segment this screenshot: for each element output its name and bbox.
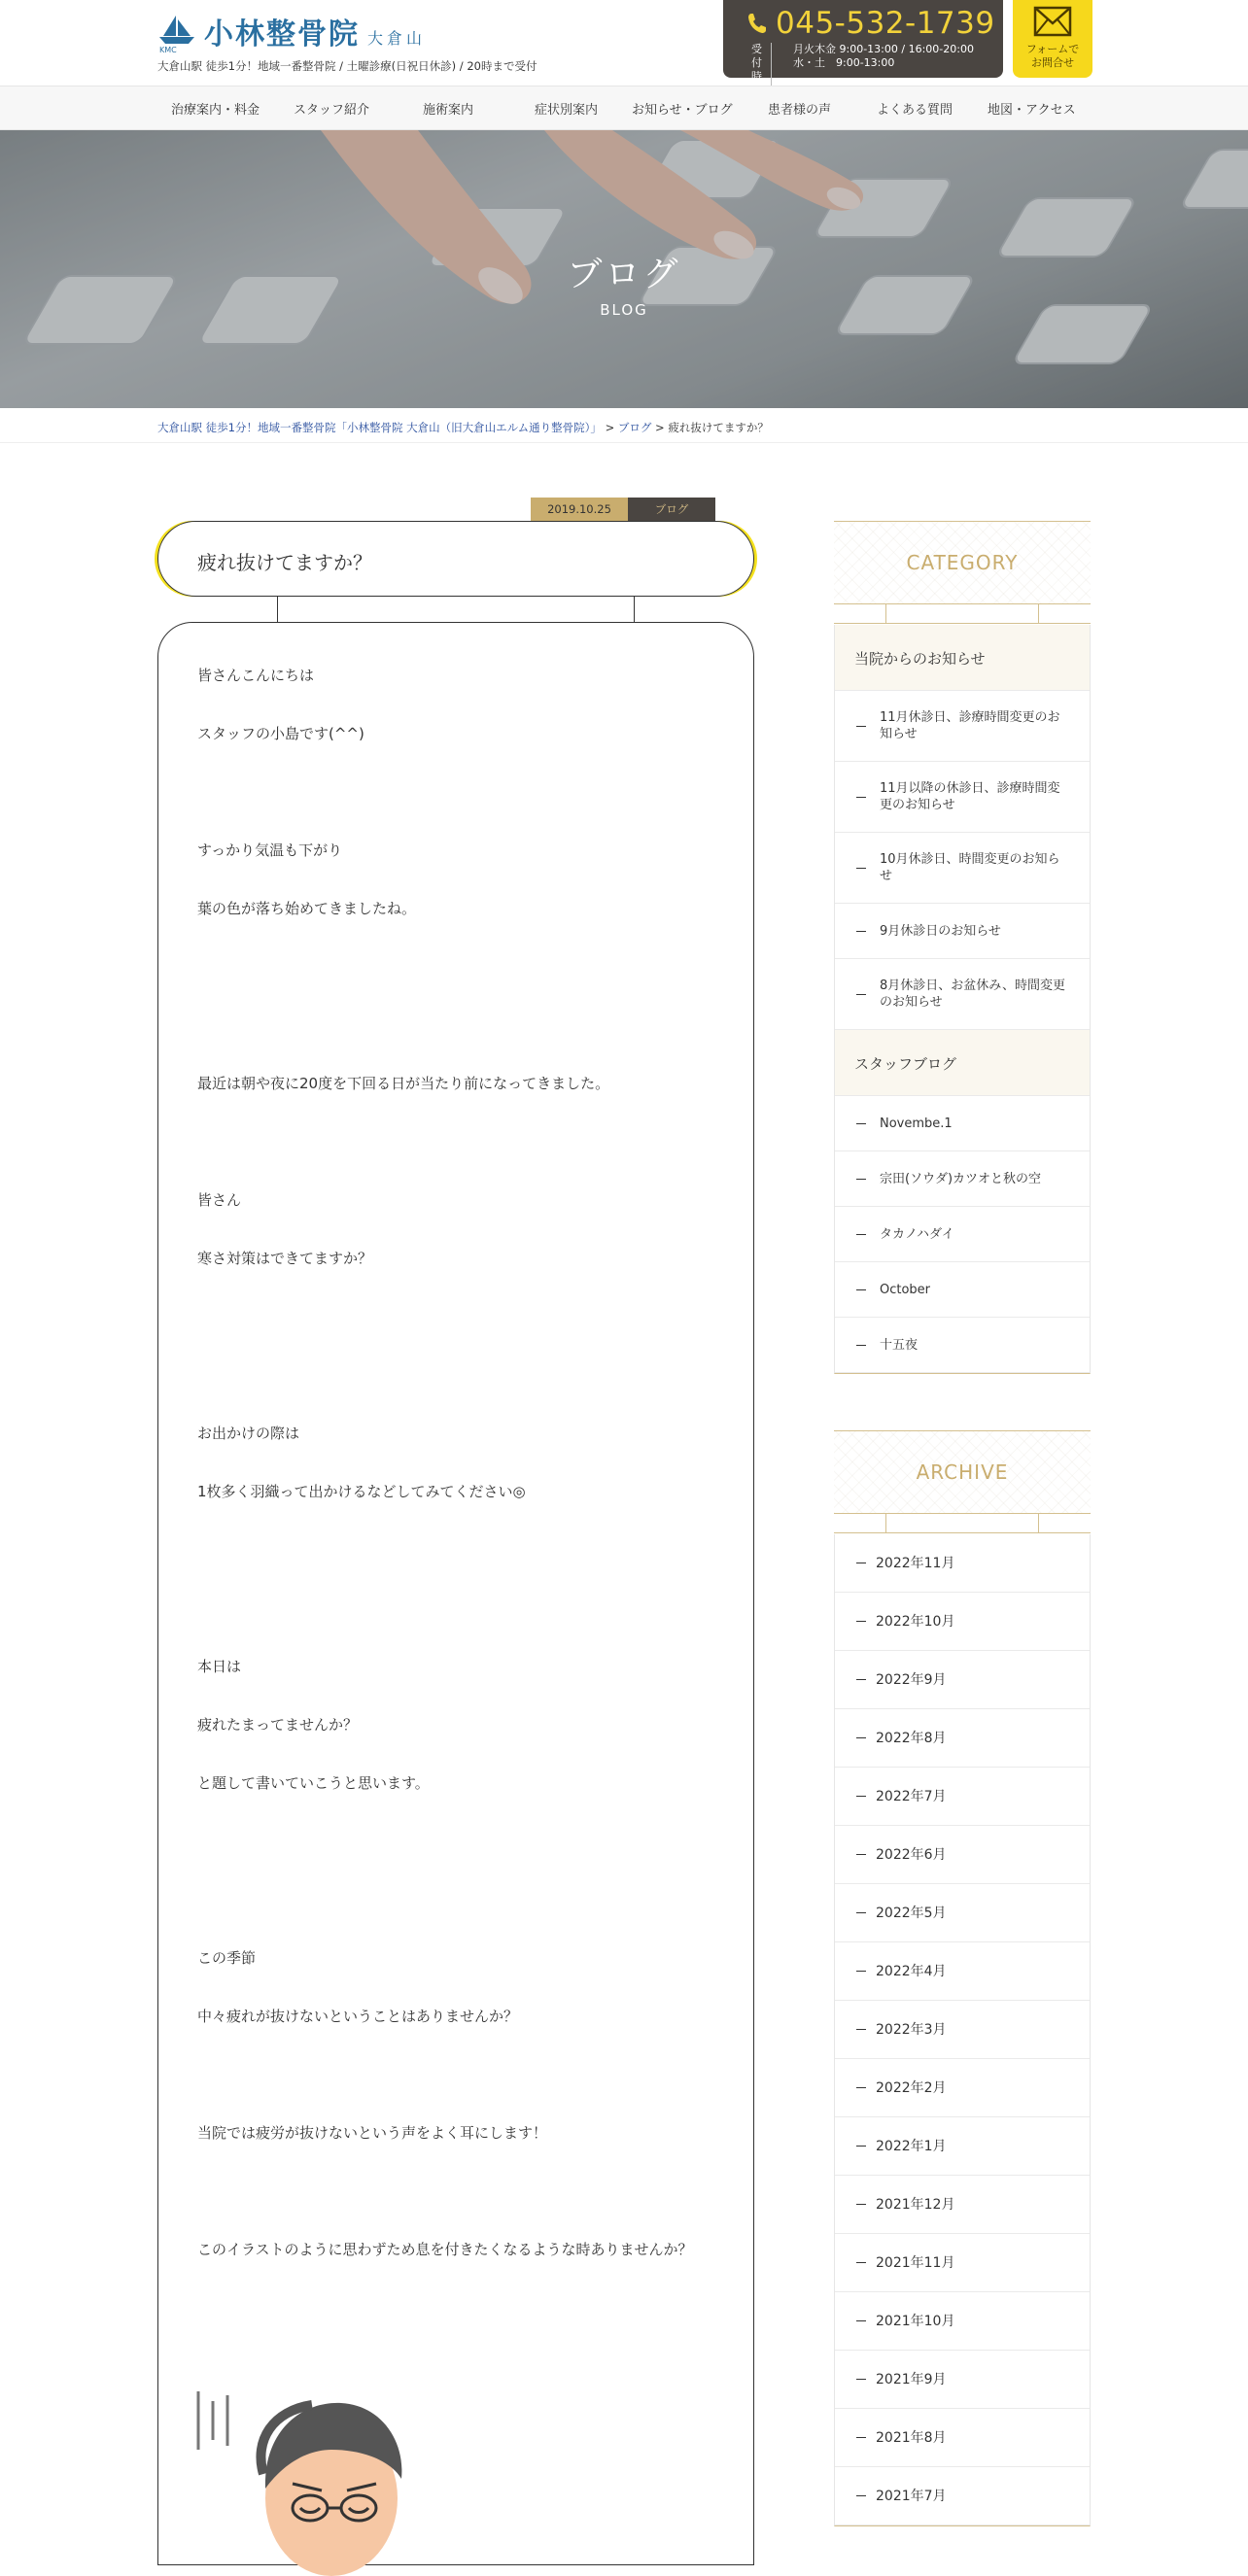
phone-contact-box[interactable] xyxy=(723,0,1003,83)
archive-link[interactable]: 2022年3月 xyxy=(835,2001,1090,2059)
nav-staff[interactable]: スタッフ紹介 xyxy=(294,103,370,118)
ship-logo-icon xyxy=(156,12,198,52)
archive-link[interactable]: 2022年11月 xyxy=(835,1534,1090,1593)
page-title: ブログ xyxy=(567,255,681,294)
title-connector xyxy=(277,597,278,622)
breadcrumb-current: 疲れ抜けてますか？ xyxy=(668,421,769,434)
post-meta xyxy=(531,498,715,521)
post-paragraph: この季節 xyxy=(197,1949,257,1967)
archive-list xyxy=(834,1534,1091,2526)
post-paragraph: 本日は xyxy=(197,1658,242,1675)
post-paragraph: 疲れたまってませんか？ xyxy=(197,1716,359,1734)
title-connector xyxy=(634,597,635,622)
breadcrumb-separator: > xyxy=(605,421,615,434)
category-connector xyxy=(834,604,1091,624)
post-category[interactable]: ブログ xyxy=(628,498,715,521)
opening-hours xyxy=(793,43,974,70)
post-paragraph: このイラストのように思わずため息を付きたくなるような時ありませんか？ xyxy=(197,2241,693,2258)
nav-testimonials[interactable]: 患者様の声 xyxy=(768,103,832,118)
nav-symptoms[interactable]: 症状別案内 xyxy=(535,103,599,118)
mail-icon xyxy=(1033,4,1072,39)
category-group-notices[interactable]: 当院からのお知らせ xyxy=(835,625,1090,691)
archive-link[interactable]: 2022年6月 xyxy=(835,1826,1090,1884)
site-logo[interactable] xyxy=(156,12,426,52)
archive-heading-box xyxy=(834,1430,1091,1514)
nav-treatment-fees[interactable]: 治療案内・料金 xyxy=(171,103,260,118)
category-post-link[interactable]: タカノハダイ xyxy=(835,1207,1090,1262)
category-post-link[interactable]: 11月休診日、診療時間変更のお知らせ xyxy=(835,691,1090,762)
hours-line-1: 月火木金 9:00-13:00 / 16:00-20:00 xyxy=(793,43,974,55)
logo-location: 大倉山 xyxy=(367,29,427,48)
contact-form-label-1: フォームで xyxy=(1025,43,1080,55)
page-subtitle: BLOG xyxy=(600,301,648,319)
breadcrumb-blog[interactable]: ブログ xyxy=(617,421,652,434)
post-paragraph: 最近は朝や夜に20度を下回る日が当たり前になってきました。 xyxy=(197,1075,610,1092)
nav-access[interactable]: 地図・アクセス xyxy=(988,103,1076,118)
logo-name: 小林整骨院 xyxy=(204,17,360,52)
post-content xyxy=(157,622,754,2565)
archive-link[interactable]: 2022年5月 xyxy=(835,1884,1090,1942)
category-post-link[interactable]: 11月以降の休診日、診療時間変更のお知らせ xyxy=(835,762,1090,833)
logo-mark-text: KMC xyxy=(159,46,177,54)
post-paragraph: 寒さ対策はできてますか？ xyxy=(197,1250,373,1267)
post-paragraph: と題して書いていこうと思います。 xyxy=(197,1774,430,1792)
breadcrumb xyxy=(0,408,1248,443)
archive-link[interactable]: 2022年1月 xyxy=(835,2117,1090,2176)
category-post-link[interactable]: 9月休診日のお知らせ xyxy=(835,904,1090,959)
phone-icon xyxy=(746,12,768,35)
archive-link[interactable]: 2022年10月 xyxy=(835,1593,1090,1651)
archive-link[interactable]: 2021年7月 xyxy=(835,2467,1090,2525)
category-post-link[interactable]: 8月休診日、お盆休み、時間変更のお知らせ xyxy=(835,959,1090,1030)
contact-form-label xyxy=(1013,43,1092,70)
archive-connector xyxy=(834,1514,1091,1533)
category-heading: CATEGORY xyxy=(906,551,1019,574)
archive-link[interactable]: 2022年8月 xyxy=(835,1709,1090,1768)
site-header xyxy=(0,0,1248,86)
post-paragraph: 皆さん xyxy=(197,1191,242,1209)
category-post-link[interactable]: October xyxy=(835,1262,1090,1318)
hours-label: 受付時 xyxy=(746,43,772,97)
nav-news-blog[interactable]: お知らせ・ブログ xyxy=(632,103,733,118)
contact-form-button[interactable] xyxy=(1013,0,1092,78)
breadcrumb-separator: > xyxy=(655,421,665,434)
contact-form-label-2: お問合せ xyxy=(1031,56,1074,69)
main-nav xyxy=(0,86,1248,130)
archive-heading: ARCHIVE xyxy=(916,1460,1009,1484)
post-title: 疲れ抜けてますか？ xyxy=(197,551,372,574)
nav-faq[interactable]: よくある質問 xyxy=(877,103,953,118)
post-paragraph: 当院では疲労が抜けないという声をよく耳にします！ xyxy=(197,2124,548,2142)
archive-link[interactable]: 2021年9月 xyxy=(835,2351,1090,2409)
tired-man-illustration xyxy=(195,2382,429,2576)
post-date: 2019.10.25 xyxy=(531,498,628,521)
post-paragraph: すっかり気温も下がり xyxy=(197,841,343,859)
archive-link[interactable]: 2022年2月 xyxy=(835,2059,1090,2117)
archive-link[interactable]: 2021年11月 xyxy=(835,2234,1090,2292)
nav-treatment-guide[interactable]: 施術案内 xyxy=(423,103,474,118)
post-paragraph: お出かけの際は xyxy=(197,1425,300,1442)
hours-line-2: 水・土 9:00-13:00 xyxy=(793,56,895,69)
hero-banner xyxy=(0,130,1248,408)
category-post-link[interactable]: Novembe.1 xyxy=(835,1096,1090,1151)
archive-link[interactable]: 2022年4月 xyxy=(835,1942,1090,2001)
post-paragraph: 葉の色が落ち始めてきましたね。 xyxy=(197,900,417,917)
post-paragraph: 中々疲れが抜けないということはありませんか？ xyxy=(197,2008,519,2025)
archive-link[interactable]: 2021年10月 xyxy=(835,2292,1090,2351)
breadcrumb-home[interactable]: 大倉山駅 徒歩1分！地域一番整骨院「小林整骨院 大倉山（旧大倉山エルム通り整骨院）」 xyxy=(157,421,602,434)
post-paragraph: スタッフの小島です(^^) xyxy=(197,725,364,742)
archive-link[interactable]: 2022年7月 xyxy=(835,1768,1090,1826)
phone-number[interactable]: 045-532-1739 xyxy=(776,6,995,41)
category-heading-box xyxy=(834,521,1091,604)
category-post-link[interactable]: 10月休診日、時間変更のお知らせ xyxy=(835,833,1090,904)
category-post-link[interactable]: 宗田(ソウダ)カツオと秋の空 xyxy=(835,1151,1090,1207)
post-paragraph: 1枚多く羽織って出かけるなどしてみてください◎ xyxy=(197,1483,526,1500)
archive-link[interactable]: 2022年9月 xyxy=(835,1651,1090,1709)
header-tagline: 大倉山駅 徒歩1分！地域一番整骨院 / 土曜診療(日祝日休診) / 20時まで受付 xyxy=(157,59,537,73)
post-title-box xyxy=(157,521,754,597)
post-paragraph: 皆さんこんにちは xyxy=(197,667,315,684)
category-list xyxy=(834,625,1091,1374)
category-group-staff-blog[interactable]: スタッフブログ xyxy=(835,1030,1090,1096)
archive-link[interactable]: 2021年8月 xyxy=(835,2409,1090,2467)
category-post-link[interactable]: 十五夜 xyxy=(835,1318,1090,1373)
archive-link[interactable]: 2021年12月 xyxy=(835,2176,1090,2234)
